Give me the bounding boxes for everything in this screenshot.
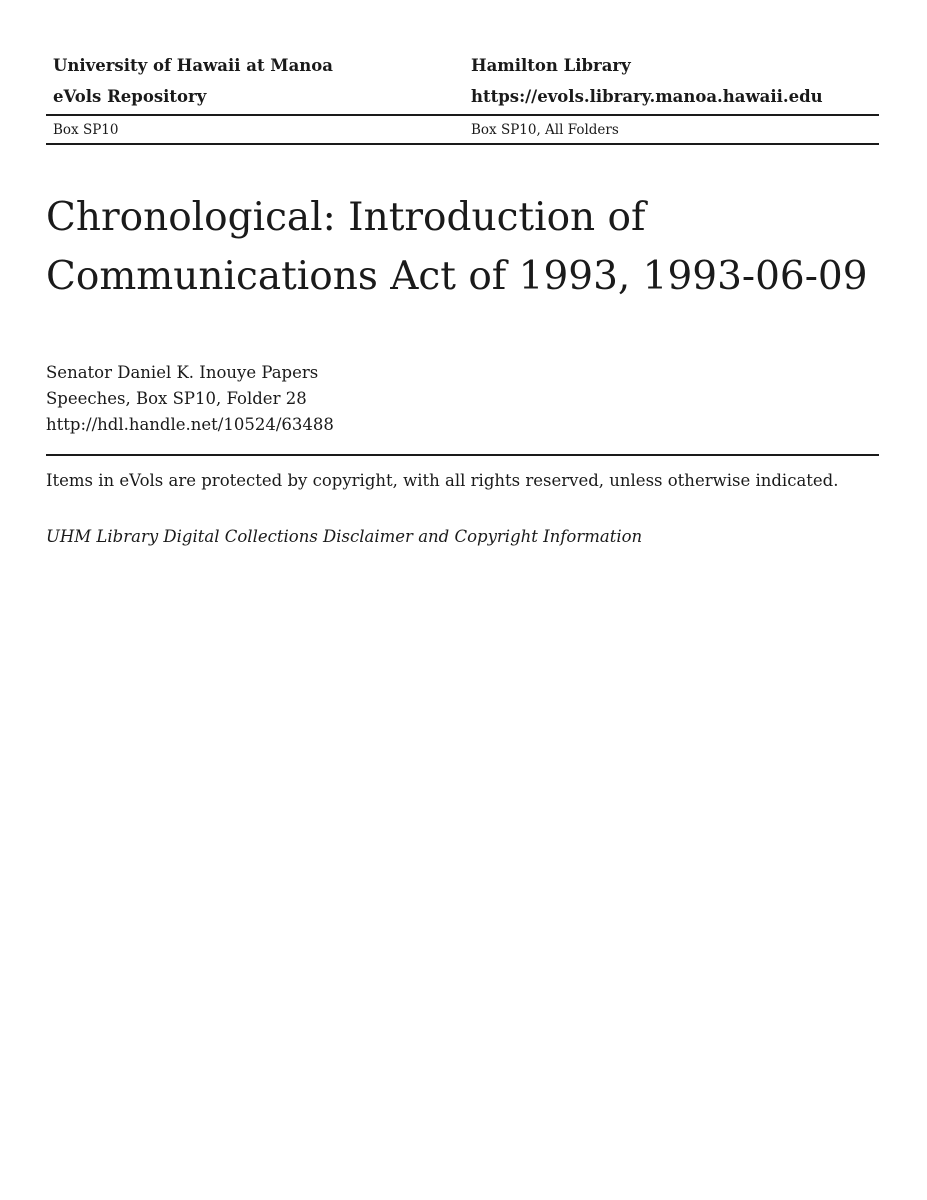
institution-name: University of Hawaii at Manoa — [53, 56, 333, 75]
document-metadata — [46, 360, 334, 438]
box-label-left: Box SP10 — [53, 122, 119, 138]
repository-url[interactable]: https://evols.library.manoa.hawaii.edu — [471, 87, 823, 106]
header-rule-bottom — [46, 143, 879, 145]
collection-name: Senator Daniel K. Inouye Papers — [46, 363, 319, 382]
copyright-notice: Items in eVols are protected by copyright, with all rights reserved, unless otherwise indicated. — [46, 471, 839, 490]
section-divider — [46, 454, 879, 456]
disclaimer-link[interactable]: UHM Library Digital Collections Disclaimer and Copyright Information — [46, 527, 643, 546]
document-title: Chronological: Introduction of Communications Act of 1993, 1993-06-09 — [46, 195, 868, 299]
header-row-2 — [46, 83, 879, 114]
document-header — [46, 52, 879, 145]
header-box-row — [46, 116, 879, 143]
repository-name: eVols Repository — [53, 87, 207, 106]
box-label-right: Box SP10, All Folders — [471, 122, 619, 138]
library-name: Hamilton Library — [471, 56, 631, 75]
folder-location: Speeches, Box SP10, Folder 28 — [46, 389, 307, 408]
handle-link[interactable]: http://hdl.handle.net/10524/63488 — [46, 415, 334, 434]
header-row-1 — [46, 52, 879, 83]
